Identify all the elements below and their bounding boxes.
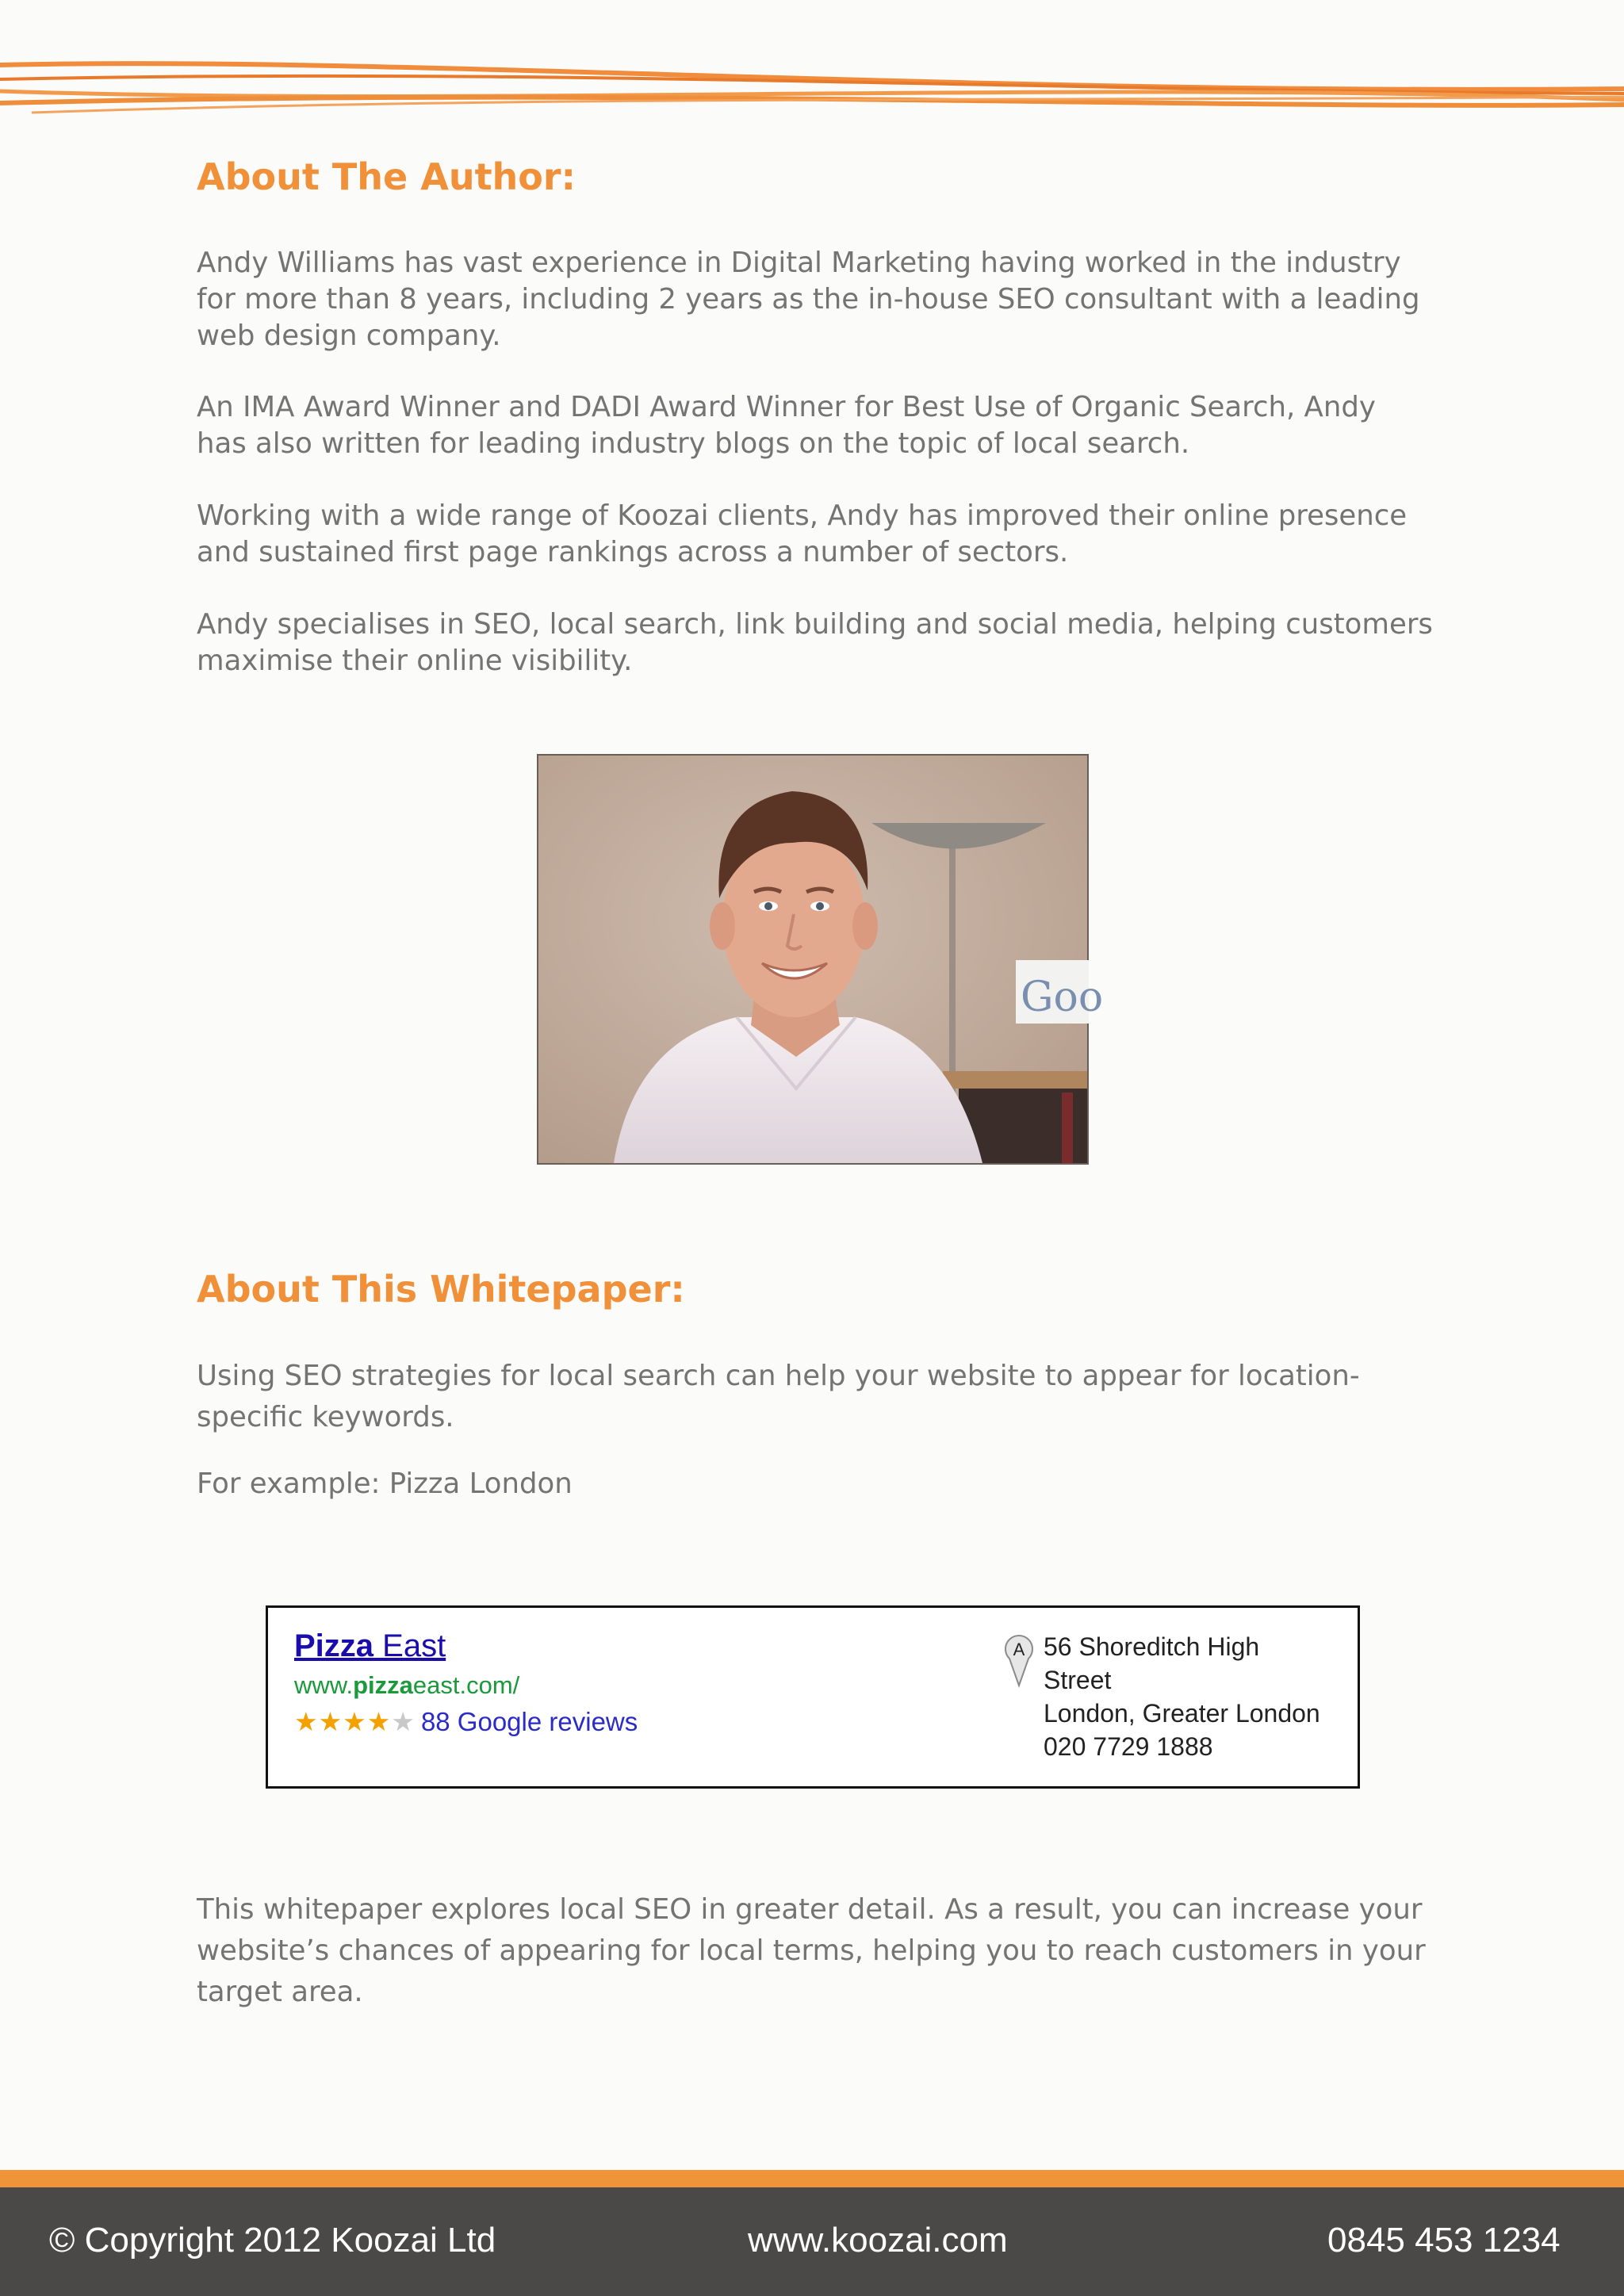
map-pin-icon [1002,1632,1036,1687]
footer-copyright: © Copyright 2012 Koozai Ltd [49,2221,496,2260]
star-empty-icon: ★ [391,1707,415,1736]
page-footer [0,2187,1624,2296]
whitepaper-conclusion: This whitepaper explores local SEO in greater detail. As a result, you can increase your website’s chances of appearing for local terms, helping you to reach customers in your target area. [197,1893,1426,2008]
photo-sign-text: Goo [1021,974,1104,1021]
author-paragraph: Working with a wide range of Koozai clients, Andy has improved their online presence and sustained first page rankings across a number of sectors. [197,499,1408,568]
result-url: www.pizzaeast.com/ [294,1671,520,1699]
footer-website-link[interactable]: www.koozai.com [748,2221,1008,2260]
result-address: 56 Shoreditch High Street London, Greater London 020 7729 1888 [1044,1632,1320,1761]
local-search-result-example [266,1605,1360,1789]
author-paragraph: An IMA Award Winner and DADI Award Winner for Best Use of Organic Search, Andy has also written for leading industry blogs on the topic of local search. [197,391,1376,460]
star-rating-icon: ★★★★ [294,1707,392,1736]
footer-phone: 0845 453 1234 [1327,2221,1561,2260]
footer-accent-bar [0,2170,1624,2187]
result-rating [294,1706,638,1737]
reviews-link[interactable]: 88 Google reviews [420,1707,638,1736]
svg-text:A: A [1013,1640,1025,1659]
author-paragraph: Andy Williams has vast experience in Digital Marketing having worked in the industry for more than 8 years, including 2 years as the in-house SEO consultant with a leading web design company. [197,247,1420,352]
author-photo [537,754,1104,1165]
author-paragraph: Andy specialises in SEO, local search, link building and social media, helping customers maximise their online visibility. [197,608,1433,677]
whitepaper-heading: About This Whitepaper: [197,1268,685,1311]
whitepaper-example: For example: Pizza London [197,1468,573,1500]
result-title-link[interactable]: Pizza East [294,1628,446,1663]
whitepaper-intro: Using SEO strategies for local search can help your website to appear for location-specific keywords. [197,1360,1360,1433]
author-heading: About The Author: [197,155,576,198]
header-swoosh-decoration [0,48,1624,127]
